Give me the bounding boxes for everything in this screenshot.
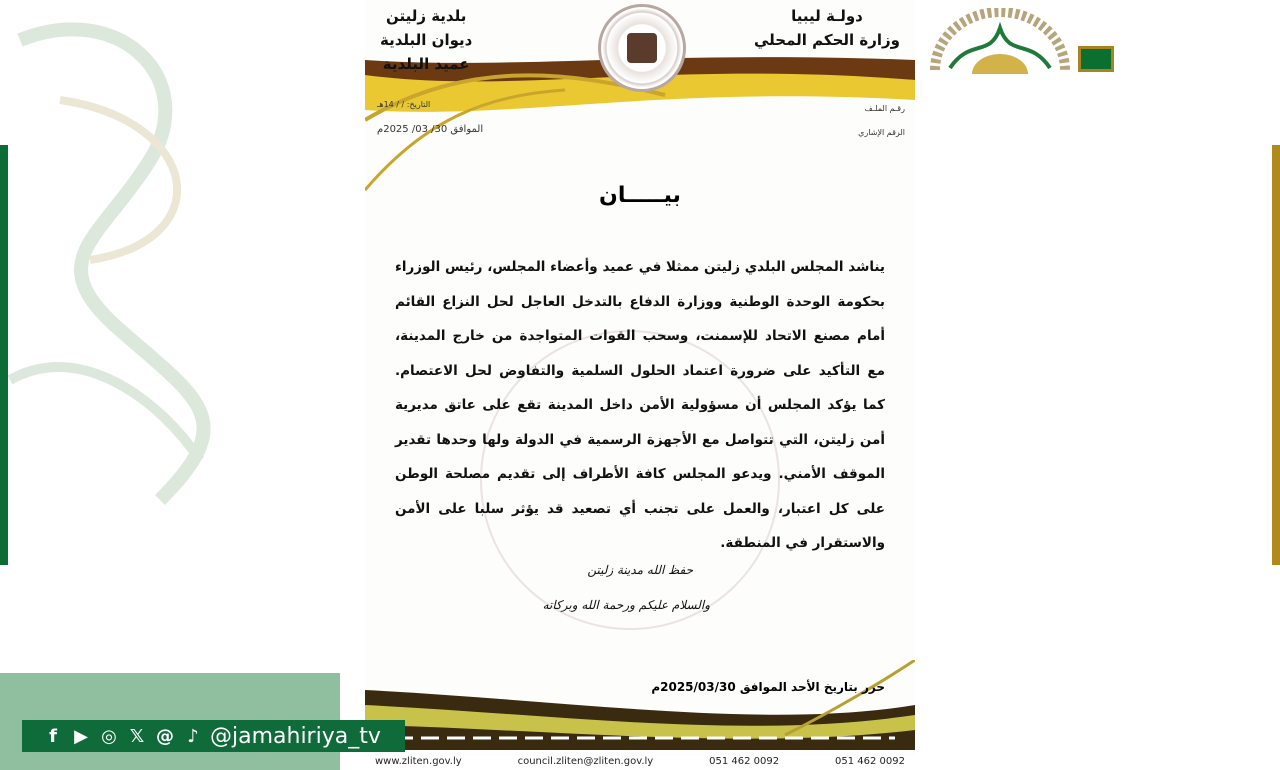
state-name: دولـة ليبيا xyxy=(791,7,863,25)
phone: 051 462 0092 xyxy=(709,756,780,767)
facebook-icon: f xyxy=(49,725,57,747)
gregorian-date: الموافق 30/ 03/ 2025م xyxy=(377,124,484,135)
email: council.zliten@zliten.gov.ly xyxy=(517,756,654,767)
brand-square-icon xyxy=(1078,46,1114,72)
mayor-title: عميد البلدية xyxy=(382,55,470,73)
letter-document xyxy=(365,0,915,770)
ministry-name: وزارة الحكم المحلي xyxy=(753,31,900,49)
header-right xyxy=(754,4,900,52)
reference-number-label: الرقم الإشاري xyxy=(858,128,905,137)
hijri-date: التاريخ: / / 14هـ xyxy=(377,100,431,109)
social-handle: @jamahiriya_tv xyxy=(210,723,381,749)
calligraphy-decoration xyxy=(0,0,260,520)
contact-footer xyxy=(365,756,915,770)
jamahiriya-logo xyxy=(930,8,1070,74)
tiktok-icon: ♪ xyxy=(187,725,199,747)
left-accent-bar xyxy=(0,145,8,565)
issue-date: حرر بتاريخ الأحد الموافق 2025/03/30م xyxy=(651,680,885,694)
right-accent-bar xyxy=(1272,145,1280,565)
fax: 051 462 0092 xyxy=(835,756,905,767)
youtube-icon: ▶ xyxy=(74,725,88,747)
footer-swoosh xyxy=(365,660,915,760)
statement-title: بيـــــان xyxy=(599,183,681,208)
social-handle-bar xyxy=(22,720,405,752)
closing-prayer: حفظ الله مدينة زليتن xyxy=(587,563,693,577)
municipality-seal xyxy=(598,4,686,92)
instagram-icon: ◎ xyxy=(101,725,117,747)
file-number-label: رقـم الملـف xyxy=(864,104,905,113)
municipality-name: بلدية زليتن xyxy=(385,7,467,25)
office-name: ديوان البلدية xyxy=(380,31,473,49)
header-left xyxy=(380,4,472,76)
closing-greeting: والسلام عليكم ورحمة الله وبركاته xyxy=(542,598,710,612)
x-icon: 𝕏 xyxy=(129,725,145,747)
threads-icon: @ xyxy=(156,725,174,747)
statement-body: يناشد المجلس البلدي زليتن ممثلا في عميد وأعضاء المجلس، رئيس الوزراء بحكومة الوحدة الوطنية ووزارة الدفاع بالتدخل العاجل لحل النزاع القائم أمام مصنع الاتحاد للإسمنت، وسحب القوات المتواجدة من خارج المدينة، مع التأكيد على ضرورة اعتماد الحلول السلمية والتفاوض لحل الاعتصام. كما يؤكد المجلس أن مسؤولية الأمن داخل المدينة تقع على عاتق مديرية أمن زليتن، التي تتواصل مع الأجهزة الرسمية في الدولة ولها وحدها تقدير الموقف الأمني. ويدعو المجلس كافة الأطراف إلى تقديم مصلحة الوطن على كل اعتبار، والعمل على تجنب أي تصعيد قد يؤثر سلبا على الأمن والاستقرار في المنطقة. xyxy=(395,259,885,551)
website: www.zliten.gov.ly xyxy=(375,756,462,767)
